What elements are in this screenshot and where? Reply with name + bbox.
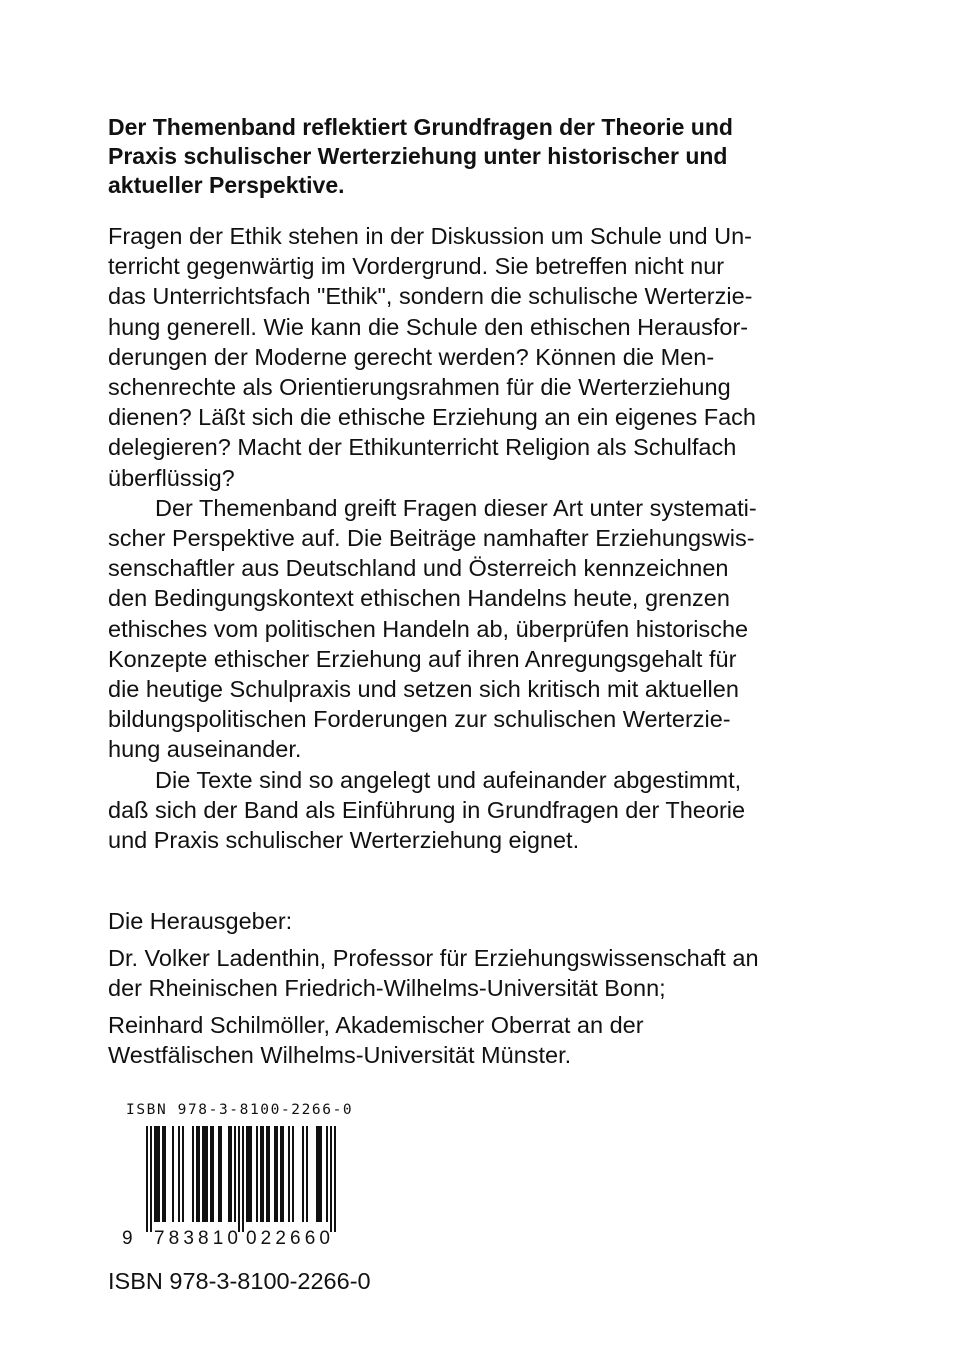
barcode-graphic [120, 1122, 360, 1252]
barcode-bar [234, 1126, 236, 1222]
barcode-bar [316, 1126, 318, 1222]
barcode-bar [196, 1126, 198, 1222]
barcode-bar [274, 1126, 276, 1222]
barcode-bar [318, 1126, 320, 1222]
barcode-bar [230, 1126, 232, 1222]
body-line: die heutige Schulpraxis und setzen sich kritisch mit aktuellen [108, 676, 739, 703]
barcode-bar [248, 1126, 250, 1222]
barcode-bar [302, 1126, 304, 1222]
barcode [120, 1100, 380, 1250]
barcode-bar [246, 1126, 248, 1222]
body-line: delegieren? Macht der Ethikunterricht Religion als Schulfach [108, 434, 737, 461]
body-line: Konzepte ethischer Erziehung auf ihren Anregungsgehalt für [108, 645, 737, 672]
barcode-bar [218, 1126, 220, 1222]
isbn-text: ISBN 978-3-8100-2266-0 [108, 1268, 371, 1294]
body-line: schenrechte als Orientierungsrahmen für die Werterziehung [108, 374, 731, 401]
body-line: bildungspolitischen Forderungen zur schulischen Werterzie- [108, 706, 731, 733]
barcode-bar [210, 1126, 212, 1222]
barcode-bar [280, 1126, 282, 1222]
barcode-bar [292, 1126, 294, 1222]
body-line: ethisches vom politischen Handeln ab, überprüfen historische [108, 615, 749, 642]
barcode-bar [242, 1126, 244, 1232]
body-line: und Praxis schulischer Werterziehung eignet. [108, 827, 580, 854]
barcode-bar [164, 1126, 166, 1222]
body-line: senschaftler aus Deutschland und Österreich kennzeichnen [108, 555, 729, 582]
barcode-bar [326, 1126, 328, 1222]
barcode-bar [228, 1126, 230, 1222]
lead-line: Praxis schulischer Werterziehung unter historischer und [108, 143, 728, 169]
barcode-bar [334, 1126, 336, 1232]
barcode-bar [288, 1126, 290, 1222]
barcode-bar [204, 1126, 206, 1222]
barcode-bar [178, 1126, 180, 1222]
body-line: hung generell. Wie kann die Schule den ethischen Herausfor- [108, 313, 749, 340]
barcode-bar [182, 1126, 184, 1222]
editor-2-line: Reinhard Schilmöller, Akademischer Oberrat an der [108, 1011, 644, 1038]
barcode-bar [146, 1126, 148, 1232]
body-line: scher Perspektive auf. Die Beiträge namhafter Erziehungswis- [108, 525, 755, 552]
lead-line: Der Themenband reflektiert Grundfragen der Theorie und [108, 114, 733, 140]
barcode-digit-first: 9 [122, 1228, 133, 1249]
lead-paragraph [108, 113, 868, 200]
barcode-isbn-label: ISBN 978-3-8100-2266-0 [126, 1102, 354, 1118]
barcode-bar [330, 1126, 332, 1232]
editor-2-line: Westfälischen Wilhelms-Universität Münster. [108, 1042, 572, 1068]
body-line: daß sich der Band als Einführung in Grundfragen der Theorie [108, 796, 746, 823]
editor-1-line: Dr. Volker Ladenthin, Professor für Erziehungswissenschaft an [108, 944, 759, 971]
body-line: überflüssig? [108, 464, 235, 491]
barcode-bar [268, 1126, 270, 1222]
barcode-bar [198, 1126, 200, 1222]
body-line: den Bedingungskontext ethischen Handelns heute, grenzen [108, 585, 730, 612]
barcode-bar [276, 1126, 278, 1222]
barcode-bar [150, 1126, 152, 1232]
barcode-bar [172, 1126, 174, 1222]
editors-section [108, 906, 888, 1071]
barcode-bar [220, 1126, 222, 1222]
barcode-bar [158, 1126, 160, 1222]
barcode-bar [266, 1126, 268, 1222]
barcode-bar [320, 1126, 322, 1222]
body-line: Der Themenband greift Fragen dieser Art unter systemati- [155, 494, 757, 521]
barcode-bar [256, 1126, 258, 1222]
body-line: Die Texte sind so angelegt und aufeinander abgestimmt, [155, 766, 742, 793]
barcode-bar [260, 1126, 262, 1222]
barcode-bar [162, 1126, 164, 1222]
barcode-bar [238, 1126, 240, 1232]
barcode-bar [282, 1126, 284, 1222]
barcode-bar [306, 1126, 308, 1222]
editor-1-line: der Rheinischen Friedrich-Wilhelms-Universität Bonn; [108, 975, 666, 1001]
body-line: hung auseinander. [108, 736, 302, 763]
body-line: Fragen der Ethik stehen in der Diskussion um Schule und Un- [108, 223, 752, 249]
editors-heading: Die Herausgeber: [108, 908, 293, 934]
barcode-bar [212, 1126, 214, 1222]
barcode-bar [156, 1126, 158, 1222]
body-line: terricht gegenwärtig im Vordergrund. Sie betreffen nicht nur [108, 253, 725, 280]
barcode-digits-left: 783810 [154, 1228, 238, 1249]
barcode-bar [192, 1126, 194, 1222]
barcode-bar [250, 1126, 252, 1222]
barcode-bar [262, 1126, 264, 1222]
body-line: derungen der Moderne gerecht werden? Können die Men- [108, 343, 715, 370]
barcode-bar [154, 1126, 156, 1222]
body-line: das Unterrichtsfach "Ethik", sondern die schulische Werterzie- [108, 283, 753, 310]
description-text [108, 221, 878, 855]
barcode-digits-right: 022660 [246, 1228, 330, 1249]
barcode-bar [202, 1126, 204, 1222]
body-line: dienen? Läßt sich die ethische Erziehung an ein eigenes Fach [108, 404, 756, 431]
barcode-bars [146, 1126, 336, 1232]
barcode-bar [206, 1126, 208, 1222]
lead-line: aktueller Perspektive. [108, 172, 345, 198]
